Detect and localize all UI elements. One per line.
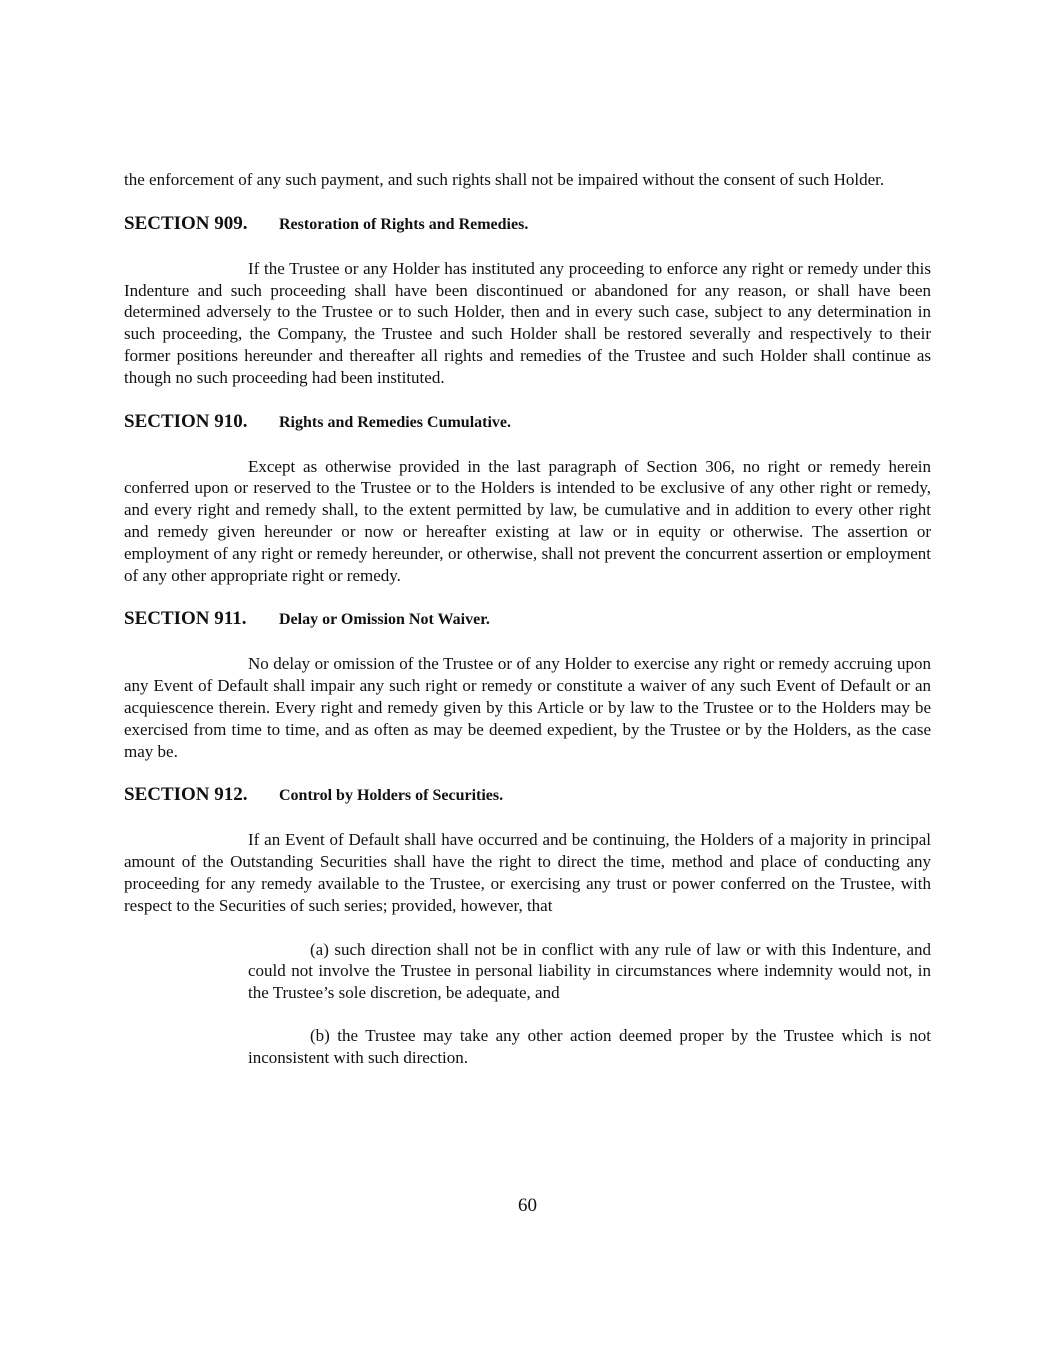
- section-title: Restoration of Rights and Remedies.: [279, 215, 529, 233]
- section-number: SECTION 912.: [124, 784, 248, 806]
- section-912-heading: [124, 784, 931, 807]
- section-910-heading: [124, 411, 931, 434]
- section-title: Rights and Remedies Cumulative.: [279, 413, 512, 431]
- section-number: SECTION 911.: [124, 608, 247, 630]
- clause-a: (a) such direction shall not be in conflict with any rule of law or with this Indenture, and could not involve the Trustee in personal liability in circumstances where indemnity would not, in the Trustee’s sole discretion, be adequate, and: [248, 939, 931, 1003]
- section-number: SECTION 909.: [124, 212, 248, 234]
- section-909-heading: [124, 213, 931, 236]
- section-912-paragraph: If an Event of Default shall have occurred and be continuing, the Holders of a majority in principal amount of the Outstanding Securities shall have the right to direct the time, method and place of conducting any proceeding for any remedy available to the Trustee, or exercising any trust or power conferred on the Trustee, with respect to the Securities of such series; provided, however, that: [124, 830, 931, 915]
- page-number: 60: [518, 1195, 537, 1216]
- section-909-paragraph: If the Trustee or any Holder has instituted any proceeding to enforce any right or remedy under this Indenture and such proceeding shall have been discontinued or abandoned for any reason, or shall have been determined adversely to the Trustee or to such Holder, then and in every such case, subject to any determination in such proceeding, the Company, the Trustee and such Holder shall be restored severally and respectively to their former positions hereunder and thereafter all rights and remedies of the Trustee and such Holder shall continue as though no such proceeding had been instituted.: [124, 258, 931, 387]
- section-910-paragraph: Except as otherwise provided in the last paragraph of Section 306, no right or remedy herein conferred upon or reserved to the Trustee or to the Holders is intended to be exclusive of any other right or remedy, and every right and remedy shall, to the extent permitted by law, be cumulative and in addition to every other right and remedy given hereunder or now or hereafter existing at law or in equity or otherwise. The assertion or employment of any right or remedy hereunder, or otherwise, shall not prevent the concurrent assertion or employment of any other appropriate right or remedy.: [124, 456, 931, 585]
- section-912-clauses: [124, 939, 931, 1069]
- section-title: Delay or Omission Not Waiver.: [279, 611, 490, 629]
- section-number: SECTION 910.: [124, 410, 248, 432]
- section-title: Control by Holders of Securities.: [279, 787, 504, 805]
- section-911-paragraph: No delay or omission of the Trustee or of any Holder to exercise any right or remedy accruing upon any Event of Default shall impair any such right or remedy or constitute a waiver of any such Event of Default or an acquiescence therein. Every right and remedy given by this Article or by law to the Trustee or to the Holders may be exercised from time to time, and as often as may be deemed expedient, by the Trustee or by the Holders, as the case may be.: [124, 654, 931, 761]
- section-911-heading: [124, 608, 931, 631]
- intro-paragraph: the enforcement of any such payment, and such rights shall not be impaired without the consent of such Holder.: [124, 170, 885, 189]
- document-page: [124, 169, 931, 1069]
- clause-b: (b) the Trustee may take any other action deemed proper by the Trustee which is not inconsistent with such direction.: [248, 1025, 931, 1067]
